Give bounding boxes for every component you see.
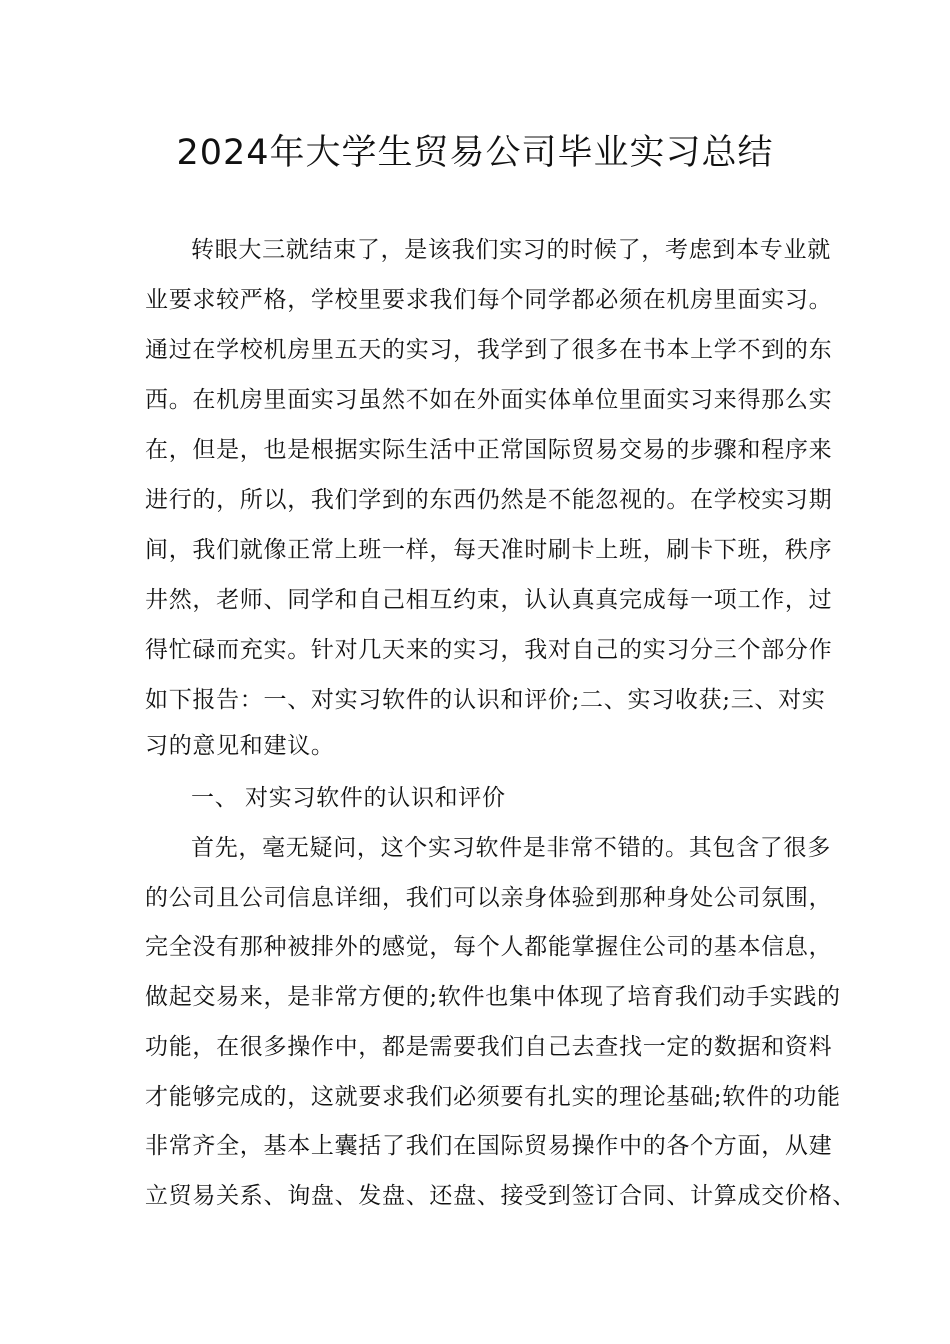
document-title: 2024年大学生贸易公司毕业实习总结 — [176, 133, 774, 173]
text-line: 立贸易关系、询盘、发盘、还盘、接受到签订合同、计算成交价格、 — [145, 1183, 856, 1209]
text-line: 完全没有那种被排外的感觉，每个人都能掌握住公司的基本信息， — [145, 934, 833, 960]
text-line: 得忙碌而充实。针对几天来的实习，我对自己的实习分三个部分作 — [145, 637, 833, 663]
section-heading-text: 对实习软件的认识和评价 — [245, 785, 506, 811]
text-line: 业要求较严格，学校里要求我们每个同学都必须在机房里面实习。 — [145, 287, 833, 313]
text-line: 间，我们就像正常上班一样，每天准时刷卡上班，刷卡下班，秩序 — [145, 537, 833, 563]
section-heading — [191, 773, 506, 823]
text-line: 如下报告：一、对实习软件的认识和评价;二、实习收获;三、对实 — [145, 687, 826, 713]
section-number: 一、 — [191, 785, 239, 811]
text-line: 才能够完成的，这就要求我们必须要有扎实的理论基础;软件的功能 — [145, 1084, 841, 1110]
text-line: 在，但是，也是根据实际生活中正常国际贸易交易的步骤和程序来 — [145, 437, 833, 463]
text-line: 西。在机房里面实习虽然不如在外面实体单位里面实习来得那么实 — [145, 387, 833, 413]
text-line: 做起交易来，是非常方便的;软件也集中体现了培育我们动手实践的 — [145, 984, 841, 1010]
text-line: 井然，老师、同学和自己相互约束，认认真真完成每一项工作，过 — [145, 587, 833, 613]
text-line: 非常齐全，基本上囊括了我们在国际贸易操作中的各个方面，从建 — [145, 1133, 833, 1159]
text-line: 转眼大三就结束了，是该我们实习的时候了，考虑到本专业就 — [191, 237, 831, 263]
text-line: 首先，毫无疑问，这个实习软件是非常不错的。其包含了很多 — [191, 835, 831, 861]
text-line: 功能，在很多操作中，都是需要我们自己去查找一定的数据和资料 — [145, 1034, 833, 1060]
text-line: 通过在学校机房里五天的实习，我学到了很多在书本上学不到的东 — [145, 337, 833, 363]
text-line: 进行的，所以，我们学到的东西仍然是不能忽视的。在学校实习期 — [145, 487, 833, 513]
text-line: 习的意见和建议。 — [145, 733, 335, 759]
text-line: 的公司且公司信息详细，我们可以亲身体验到那种身处公司氛围， — [145, 885, 833, 911]
